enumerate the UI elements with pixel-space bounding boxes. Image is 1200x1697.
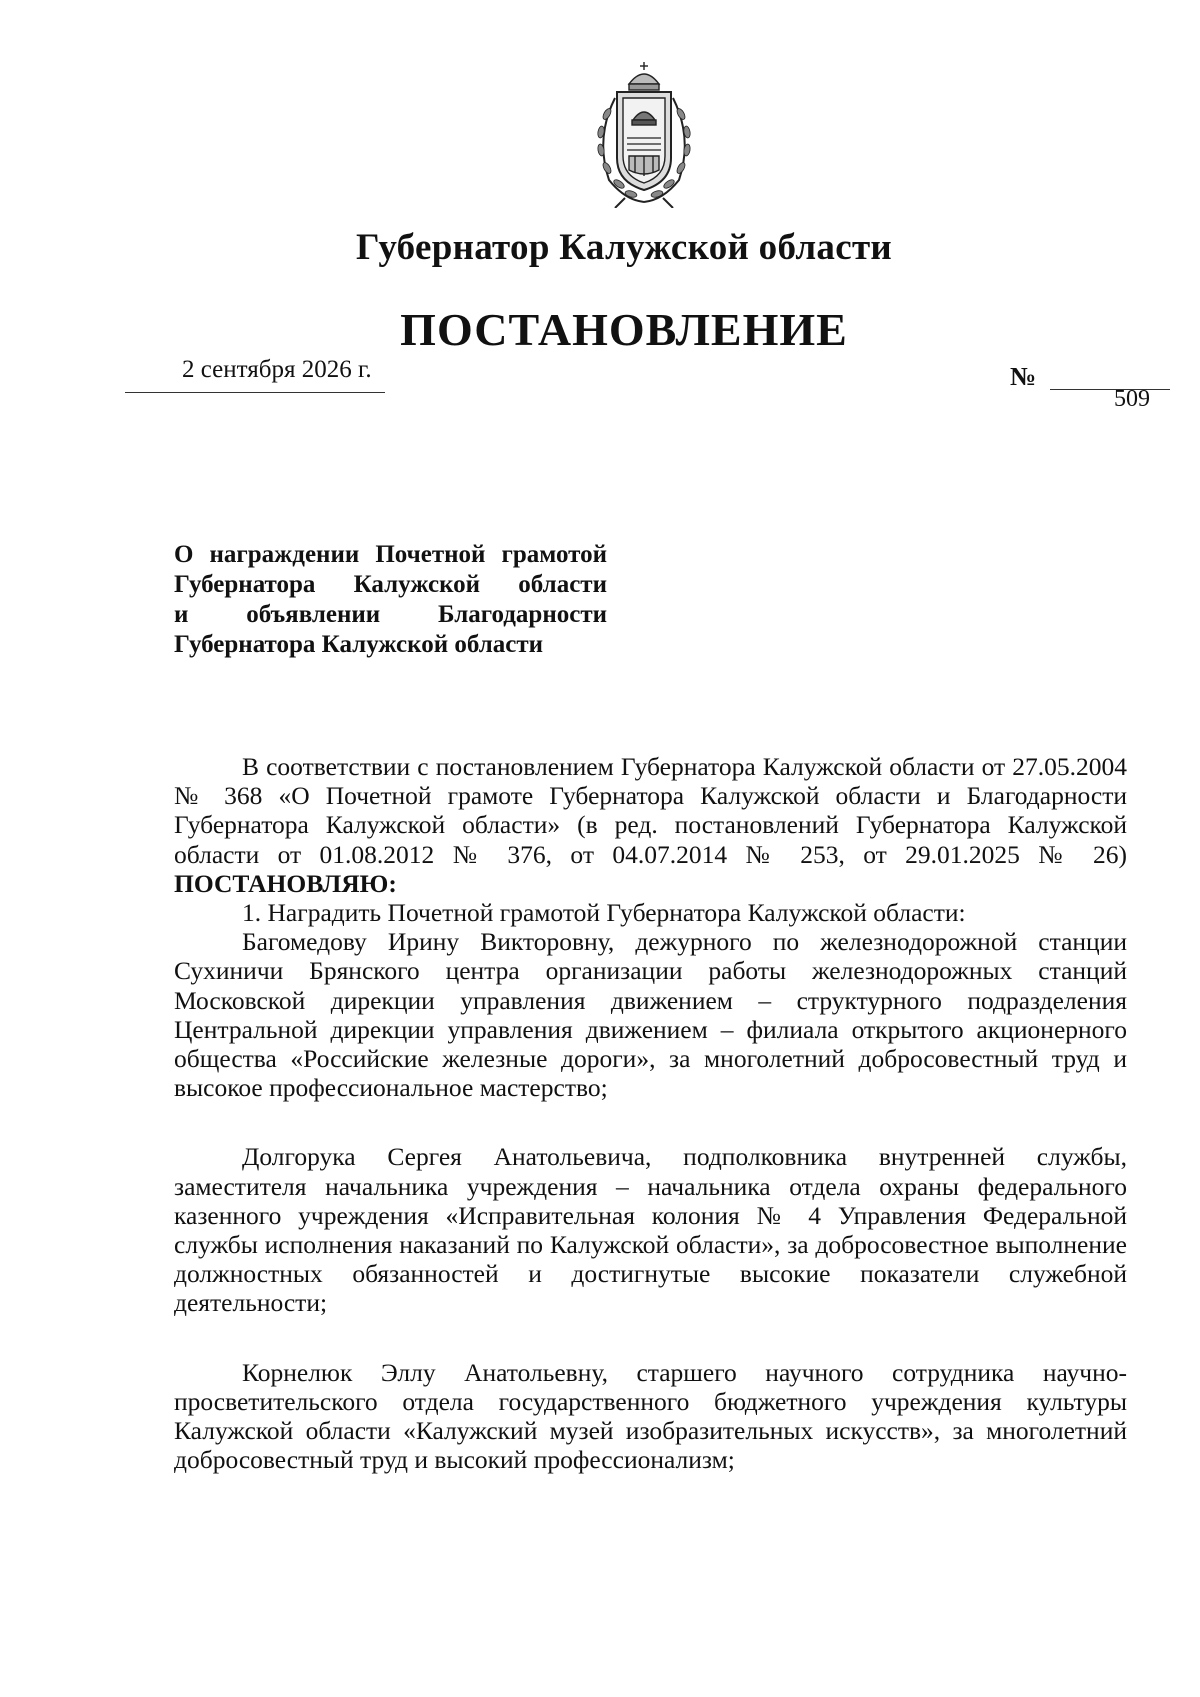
number-underline — [1050, 386, 1170, 412]
issuer-title: Губернатор Калужской области — [355, 227, 893, 268]
document-type-title: ПОСТАНОВЛЕНИЕ — [400, 304, 848, 355]
number-sign: № — [1010, 362, 1037, 391]
paragraph-spacer — [174, 1318, 1127, 1358]
resolve-word: ПОСТАНОВЛЯЮ: — [174, 868, 397, 898]
document-body — [174, 752, 1127, 1474]
document-date: 2 сентября 2026 г. — [182, 356, 372, 383]
preamble-text: В соответствии с постановлением Губернатора Калужской области от 27.05.2004 № 368 «О Почетной грамоте Губернатора Калужской области и Благодарности Губернатора Калужской области» (в ред. постановлений Губернатора Калужской области от 01.08.2012 № 376, от 04.07.2014 № 253, от 29.01.2025 № 26) — [174, 752, 1127, 869]
awardee-paragraph: Багомедову Ирину Викторовну, дежурного по железнодорожной станции Сухиничи Брянского центра организации работы железнодорожных станций Московской дирекции управления движением – структурного подразделения Центральной дирекции управления движением – филиала открытого акционерного общества «Российские железные дороги», за многолетний добросовестный труд и высокое профессиональное мастерство; — [174, 927, 1127, 1103]
preamble-paragraph — [174, 752, 1127, 898]
document-number-field — [1010, 358, 1170, 412]
document-date-field — [125, 356, 385, 393]
awardee-paragraph: Долгорука Сергея Анатольевича, подполковника внутренней службы, заместителя начальника учреждения – начальника отдела охраны федерального казенного учреждения «Исправительная колония № 4 Управления Федеральной службы исполнения наказаний по Калужской области», за добросовестное выполнение должностных обязанностей и достигнутые высокие показатели служебной деятельности; — [174, 1142, 1127, 1318]
awardee-paragraph: Корнелюк Эллу Анатольевну, старшего научного сотрудника научно-просветительского отдела государственного бюджетного учреждения культуры Калужской области «Калужский музей изобразительных искусств», за многолетний добросовестный труд и высокий профессионализм; — [174, 1357, 1127, 1475]
heading-line: Губернатора Калужской области — [174, 571, 607, 598]
heading-line: и объявлении Благодарности — [174, 601, 607, 628]
heading-line: Губернатора Калужской области — [174, 631, 544, 658]
document-number: 509 — [1114, 386, 1150, 412]
paragraph-spacer — [174, 1102, 1127, 1142]
heading-line: О награждении Почетной грамотой — [174, 541, 607, 568]
document-heading — [174, 540, 607, 660]
coat-of-arms-icon — [585, 58, 703, 208]
item-1-paragraph: 1. Наградить Почетной грамотой Губернатора Калужской области: — [242, 898, 966, 928]
